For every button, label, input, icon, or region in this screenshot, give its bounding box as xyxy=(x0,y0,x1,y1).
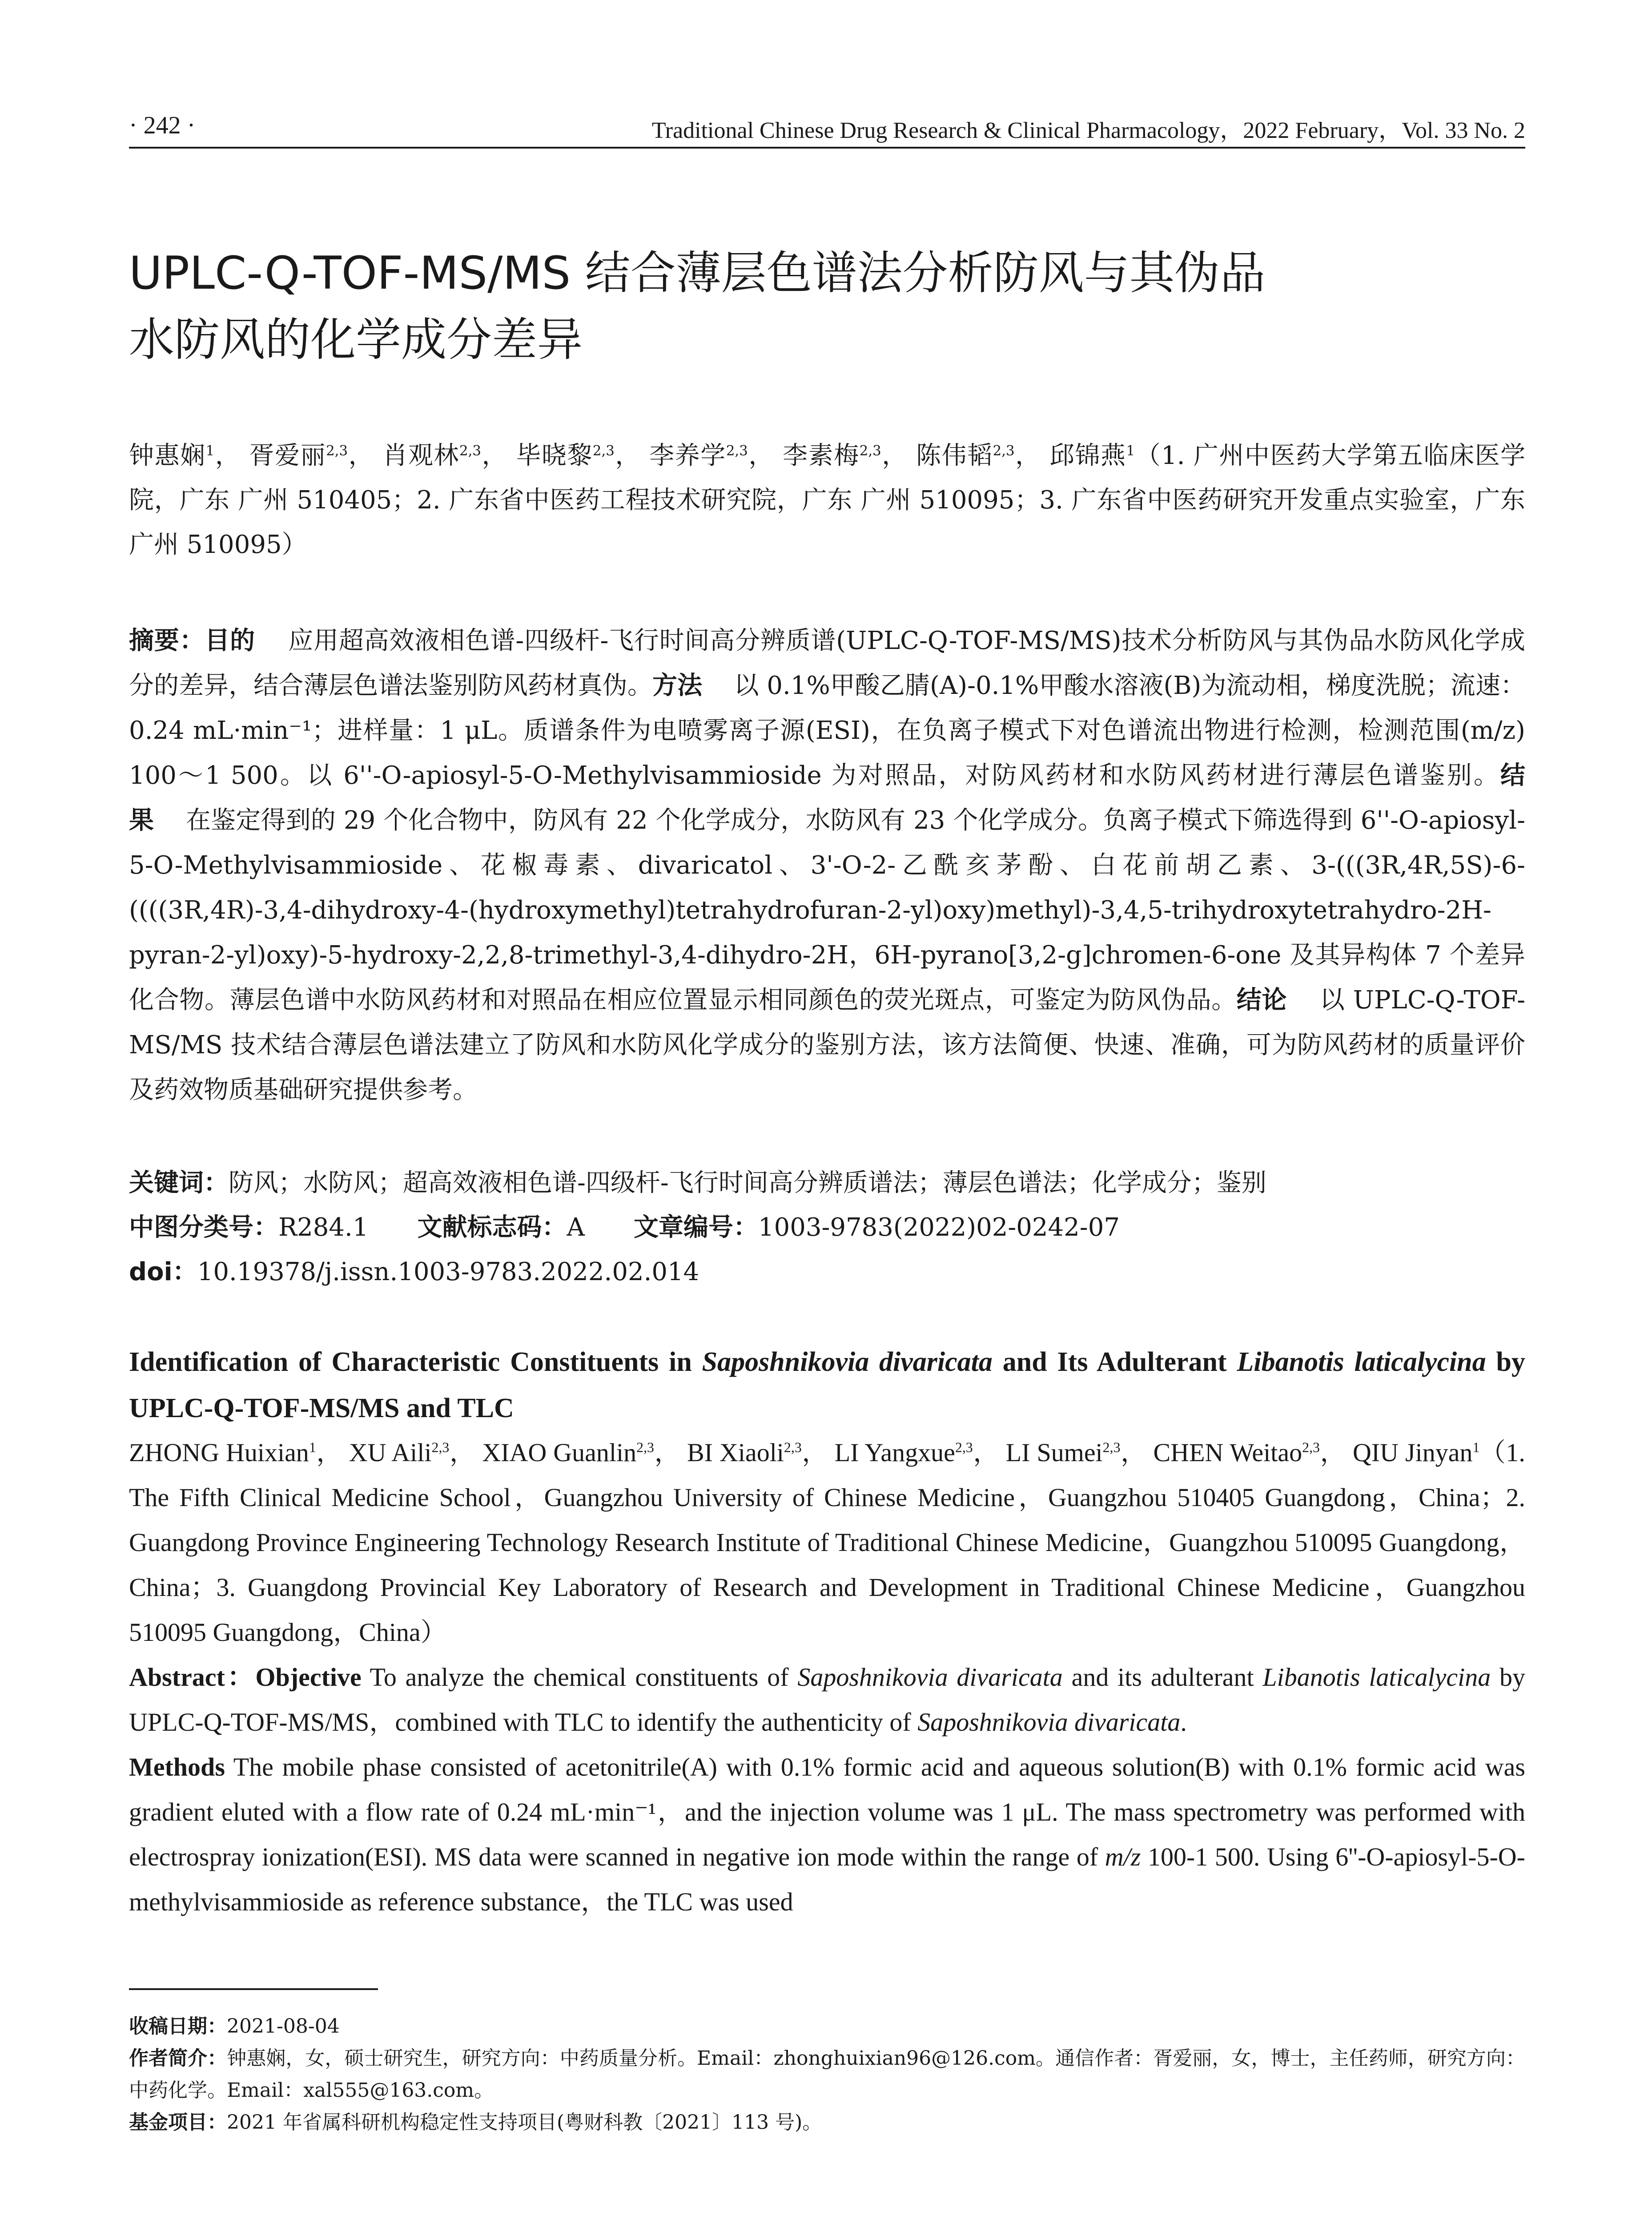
footnotes xyxy=(129,2010,1525,2139)
objective-label: 目的 xyxy=(205,626,255,655)
classification-line xyxy=(129,1205,1525,1250)
affiliation-mark: 2,3 xyxy=(592,443,615,459)
species-name: Saposhnikovia divaricata xyxy=(797,1663,1063,1692)
affiliation-mark: 2,3 xyxy=(636,1439,655,1455)
article-title-cn xyxy=(129,240,1525,374)
fund-value: 2021 年省属科研机构稳定性支持项目(粤财科教〔2021〕113 号)。 xyxy=(227,2111,822,2134)
methods-label-en: Methods xyxy=(129,1753,225,1781)
running-header xyxy=(129,111,1525,147)
author-name-en: LI Sumei xyxy=(1005,1438,1103,1467)
objective-text-en: by UPLC-Q-TOF-MS/MS，combined with TLC to identify the authenticity of xyxy=(129,1663,1525,1736)
received-date xyxy=(129,2010,1525,2043)
author-name-en: XIAO Guanlin xyxy=(482,1438,637,1467)
article-number-label: 文章编号： xyxy=(633,1213,758,1242)
article-title-en xyxy=(129,1339,1525,1431)
affiliation-mark: 2,3 xyxy=(784,1439,802,1455)
author-name: 胥爱丽 xyxy=(249,441,326,470)
article-number-value: 1003-9783(2022)02-0242-07 xyxy=(758,1213,1120,1242)
received-label: 收稿日期： xyxy=(129,2015,227,2038)
author-name-en: CHEN Weitao xyxy=(1153,1438,1302,1467)
journal-citation: Traditional Chinese Drug Research & Clinical Pharmacology，2022 February，Vol. 33 No. 2 xyxy=(651,118,1525,143)
species-name: Saposhnikovia divaricata xyxy=(702,1347,993,1377)
affiliation-mark: 1 xyxy=(1126,443,1135,459)
author-bio xyxy=(129,2043,1525,2107)
abstract-label: 摘要： xyxy=(129,626,205,655)
species-name: Libanotis laticalycina xyxy=(1237,1347,1486,1377)
results-label: 结果 xyxy=(129,761,1525,835)
affiliation-mark: 2,3 xyxy=(326,443,348,459)
species-name: Saposhnikovia divaricata xyxy=(917,1708,1181,1736)
affiliation-mark: 1 xyxy=(205,443,215,459)
abstract-cn xyxy=(129,618,1525,1112)
affiliation-mark: 1 xyxy=(1472,1439,1480,1455)
results-text: 在鉴定得到的 29 个化合物中，防风有 22 个化学成分，水防风有 23 个化学成分。负离子模式下筛选得到 6''-O-apiosyl-5-O-Methylvisammioside、花椒毒素、divaricatol、3'-O-2-乙酰亥茅酚、白花前胡乙素、3-(((3R,4R,5S)-6-((((3R,4R)-3,4-dihydroxy-4-(hydroxymethyl)tetrahydrofuran-2-yl)oxy)methyl)-3,4,5-trihydroxytetrahydro-2H-pyran-2-yl)oxy)-5-hydroxy-2,2,8-trimethyl-3,4-dihydro-2H，6H-pyrano[3,2-g]chromen-6-one 及其异构体 7 个差异化合物。薄层色谱中水防风药材和对照品在相应位置显示相同颜色的荧光斑点，可鉴定为防风伪品。 xyxy=(129,806,1526,1015)
doc-code-value: A xyxy=(567,1213,585,1242)
author-name: 毕晓黎 xyxy=(516,441,593,470)
bio-label: 作者简介： xyxy=(129,2047,227,2070)
affiliation-mark: 2,3 xyxy=(955,1439,973,1455)
footnote-divider xyxy=(129,1988,378,1990)
author-name-en: ZHONG Huixian xyxy=(129,1438,309,1467)
affiliation-mark: 2,3 xyxy=(459,443,481,459)
doi-line xyxy=(129,1250,1525,1294)
objective-text-en: and its adulterant xyxy=(1062,1663,1263,1692)
methods-text: 以 0.1%甲酸乙腈(A)-0.1%甲酸水溶液(B)为流动相，梯度洗脱；流速：0.24 mL·min⁻¹；进样量：1 μL。质谱条件为电喷雾离子源(ESI)，在负离子模式下对色谱流出物进行检测，检测范围(m/z) 100～1 500。以 6''-O-apiosyl-5-O-Methylvisammioside 为对照品，对防风药材和水防风药材进行薄层色谱鉴别。 xyxy=(129,671,1526,790)
affiliation-mark: 1 xyxy=(309,1439,316,1455)
affiliation-mark: 2,3 xyxy=(859,443,881,459)
received-value: 2021-08-04 xyxy=(227,2015,340,2038)
author-name-en: BI Xiaoli xyxy=(687,1438,784,1467)
conclusion-text: 以 UPLC-Q-TOF-MS/MS 技术结合薄层色谱法建立了防风和水防风化学成分的鉴别方法，该方法简便、快速、准确，可为防风药材的质量评价及药效物质基础研究提供参考。 xyxy=(129,986,1526,1104)
author-name: 陈伟韬 xyxy=(916,441,993,470)
author-name: 邱锦燕 xyxy=(1049,441,1126,470)
doi-label: doi： xyxy=(129,1257,197,1286)
doi-value: 10.19378/j.issn.1003-9783.2022.02.014 xyxy=(197,1257,699,1286)
title-en-segment: by UPLC-Q-TOF-MS/MS and TLC xyxy=(129,1347,1525,1423)
funding xyxy=(129,2107,1525,2139)
affiliation-mark: 2,3 xyxy=(431,1439,450,1455)
objective-text-en: . xyxy=(1180,1708,1187,1736)
header-divider xyxy=(129,147,1525,149)
page-number: · 242 · xyxy=(129,112,196,139)
author-name: 李素梅 xyxy=(783,441,860,470)
author-name: 钟惠娴 xyxy=(129,441,206,470)
abstract-label-en: Abstract： xyxy=(129,1663,256,1692)
mz-symbol: m/z xyxy=(1105,1842,1141,1871)
species-name: Libanotis laticalycina xyxy=(1262,1663,1491,1692)
author-name-en: XU Aili xyxy=(349,1438,432,1467)
objective-label-en: Objective xyxy=(255,1663,362,1692)
affiliation-mark: 2,3 xyxy=(1102,1439,1121,1455)
objective-text-en: To analyze the chemical constituents of xyxy=(361,1663,798,1692)
clc-value: R284.1 xyxy=(278,1213,369,1242)
author-name-en: LI Yangxue xyxy=(834,1438,955,1467)
affiliation-mark: 2,3 xyxy=(726,443,748,459)
bio-value: 钟惠娴，女，硕士研究生，研究方向：中药质量分析。Email：zhonghuixian96@126.com。通信作者：胥爱丽，女，博士，主任药师，研究方向：中药化学。Email：xal555@163.com。 xyxy=(129,2047,1525,2102)
abstract-en xyxy=(129,1655,1525,1924)
keywords-cn xyxy=(129,1161,1525,1205)
affiliation-mark: 2,3 xyxy=(1302,1439,1320,1455)
affiliations-cn: （1. 广州中医药大学第五临床医学院，广东 广州 510405；2. 广东省中医药工程技术研究院，广东 广州 510095；3. 广东省中医药研究开发重点实验室，广东 广州 510095） xyxy=(129,441,1526,559)
affiliation-mark: 2,3 xyxy=(993,443,1015,459)
title-line-1: UPLC-Q-TOF-MS/MS 结合薄层色谱法分析防风与其伪品 xyxy=(129,247,1266,300)
author-block-en: ZHONG Huixian$^1$， XU Aili$^{2,3}$， XIAO Guanlin$^{2,3}$， BI Xiaoli$^{2,3}$， LI Yangxue$^{2,3}$， LI Sumei$^{2,3}$， CHEN Weitao$^{2,3}$， QIU Jinyan$^1$（1. The Fifth Clinical Medicine School，Guangzhou University of Chinese Medicine，Guangzhou 510405 Guangdong，China；2. Guangdong Province Engineering Technology Research Institute of Traditional Chinese Medicine，Guangzhou 510095 Guangdong，China；3. Guangdong Provincial Key Laboratory of Research and Development in Traditional Chinese Medicine，Guangzhou 510095 Guangdong，China） xyxy=(129,1438,1525,1647)
author-name: 肖观林 xyxy=(382,441,459,470)
objective-text: 应用超高效液相色谱-四级杆-飞行时间高分辨质谱(UPLC-Q-TOF-MS/MS)技术分析防风与其伪品水防风化学成分的差异，结合薄层色谱法鉴别防风药材真伪。 xyxy=(129,626,1526,700)
methods-text-en: 100-1 500. Using 6''-O-apiosyl-5-O-methylvisammioside as reference substance，the TLC was used xyxy=(129,1842,1525,1916)
clc-label: 中图分类号： xyxy=(129,1213,278,1242)
conclusion-label: 结论 xyxy=(1236,986,1287,1015)
title-line-2: 水防风的化学成分差异 xyxy=(129,314,583,367)
keywords-label: 关键词： xyxy=(129,1168,229,1197)
affiliations-en: （1. The Fifth Clinical Medicine School，Guangzhou University of Chinese Medicine，Guangzhou 510405 Guangdong，China；2. Guangdong Province Engineering Technology Research Institute of Traditional Chinese Medicine，Guangzhou 510095 Guangdong，China；3. Guangdong Provincial Key Laboratory of Research and Development in Traditional Chinese Medicine，Guangzhou 510095 Guangdong，China） xyxy=(129,1438,1525,1647)
author-name: 李养学 xyxy=(649,441,726,470)
keywords-value: 防风；水防风；超高效液相色谱-四级杆-飞行时间高分辨质谱法；薄层色谱法；化学成分；鉴别 xyxy=(229,1168,1266,1197)
methods-text-en: The mobile phase consisted of acetonitrile(A) with 0.1% formic acid and aqueous solution(B) with 0.1% formic acid was gradient eluted with a flow rate of 0.24 mL·min⁻¹，and the injection volume was 1 μL. The mass spectrometry was performed with electrospray ionization(ESI). MS data were scanned in negative ion mode within the range of xyxy=(129,1753,1525,1871)
author-block-cn: 钟惠娴$^1$， 胥爱丽$^{2,3}$， 肖观林$^{2,3}$， 毕晓黎$^{2,3}$， 李养学$^{2,3}$， 李素梅$^{2,3}$， 陈伟韬$^{2,3}$， 邱锦燕$^1$（1. 广州中医药大学第五临床医学院，广东 广州 510405；2. 广东省中医药工程技术研究院，广东 广州 510095；3. 广东省中医药研究开发重点实验室，广东 广州 510095） xyxy=(129,441,1526,559)
title-en-segment: Identification of Characteristic Constituents in xyxy=(129,1347,702,1377)
doc-code-label: 文献标志码： xyxy=(417,1213,567,1242)
author-name-en: QIU Jinyan xyxy=(1352,1438,1473,1467)
fund-label: 基金项目： xyxy=(129,2111,227,2134)
methods-label: 方法 xyxy=(652,671,703,700)
title-en-segment: and Its Adulterant xyxy=(992,1347,1237,1377)
